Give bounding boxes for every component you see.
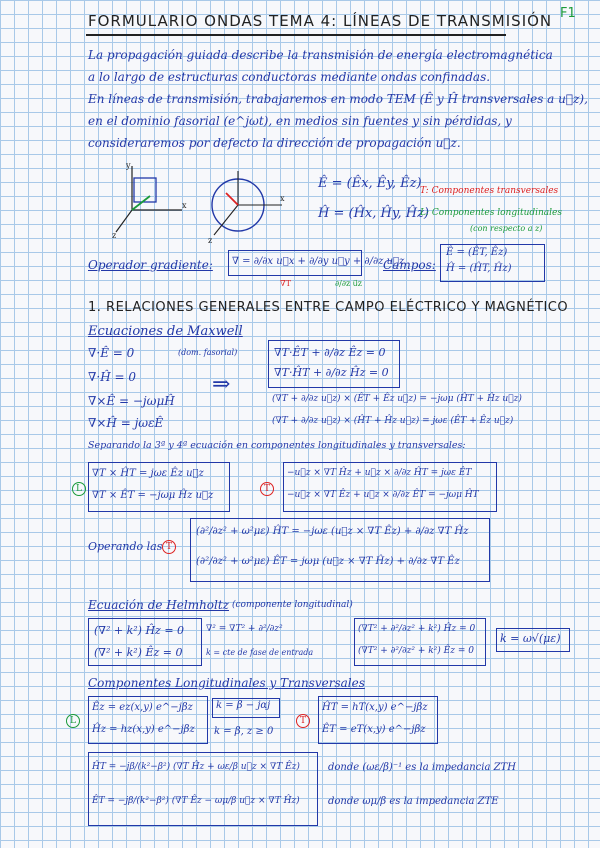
separating-text: Separando la 3ª y 4ª ecuación en componentes longitudinales y transversales: [88, 440, 466, 451]
helmholtz-eq: (∇² + k²) Ĥz = 0 [94, 624, 185, 637]
transversal-eq: −u⃗z × ∇T Ĥz + u⃗z × ∂/∂z ĤT = jωε ÊT [287, 468, 472, 478]
transverse-field-eq: ĤT = −jβ/(k²−β²) (∇T Ĥz + ωε/β u⃗z × ∇T Êz) [92, 762, 300, 772]
svg-text:y: y [126, 161, 131, 170]
svg-text:x: x [280, 194, 285, 203]
legend-transversal: T: Componentes transversales [420, 186, 559, 196]
gradient-sub-transversal: ∇T [280, 279, 291, 288]
helmholtz-subtitle: (componente longitudinal) [232, 600, 353, 610]
components-title: Componentes Longitudinales y Transversales [88, 676, 365, 690]
svg-text:z: z [112, 231, 117, 240]
label-T: T [296, 714, 310, 728]
helmholtz-title: Ecuación de Helmholtz [88, 598, 230, 612]
wavenumber-eq: k = ω√(με) [500, 632, 561, 645]
gradient-sub-longitudinal: ∂/∂z u⃗z [335, 279, 363, 288]
section-title: 1. RELACIONES GENERALES ENTRE CAMPO ELÉCTRICO Y MAGNÉTICO [88, 300, 569, 315]
transversal-eq: −u⃗z × ∇T Êz + u⃗z × ∂/∂z ÊT = −jωμ ĤT [287, 490, 479, 500]
curl-eq: (∇T + ∂/∂z u⃗z) × (ĤT + Ĥz u⃗z) = jωε (ÊT + Êz u⃗z) [272, 416, 514, 426]
campos-E: Ê = (ÊT, Êz) [446, 247, 508, 258]
transverse-field-eq: ÊT = −jβ/(k²−β²) (∇T Êz − ωμ/β u⃗z × ∇T Ĥz) [92, 796, 300, 806]
label-T: T [162, 540, 176, 554]
intro-line: en el dominio fasorial (e^jωt), en medios sin fuentes y sin pérdidas, y [88, 114, 512, 128]
page-number: F1 [560, 6, 576, 21]
cartesian-axes-diagram [112, 160, 192, 240]
intro-line: La propagación guiada describe la transmisión de energía electromagnética [88, 48, 553, 62]
field-H-definition: Ĥ = (Ĥx, Ĥy, Ĥz) [318, 206, 429, 221]
coaxial-section-diagram [200, 165, 290, 245]
helmholtz-eq: (∇² + k²) Êz = 0 [94, 646, 183, 659]
longitudinal-component: Êz = ez(x,y) e^−jβz [92, 702, 193, 713]
divergence-eq: ∇T·ÊT + ∂/∂z Êz = 0 [274, 346, 386, 359]
helmholtz-expanded-eq: (∇T² + ∂²/∂z² + k²) Ĥz = 0 [358, 624, 476, 634]
operating-label: Operando las [88, 540, 163, 553]
label-L: L [72, 482, 86, 496]
maxwell-title: Ecuaciones de Maxwell [88, 324, 243, 339]
svg-text:x: x [182, 201, 187, 210]
impedance-note: donde (ωε/β)⁻¹ es la impedancia ZTH [328, 762, 516, 773]
k-note: k = β, z ≥ 0 [214, 726, 274, 737]
divergence-eq: ∇T·ĤT + ∂/∂z Ĥz = 0 [274, 366, 389, 379]
page-title: FORMULARIO ONDAS TEMA 4: LÍNEAS DE TRANSMISIÓN [88, 12, 553, 30]
longitudinal-component: Ĥz = hz(x,y) e^−jβz [92, 724, 195, 735]
laplacian-def: ∇² = ∇T² + ∂²/∂z² [206, 624, 283, 634]
maxwell-eq: ∇×Ĥ = jωεÊ [88, 416, 164, 430]
transversal-component: ÊT = eT(x,y) e^−jβz [322, 724, 426, 735]
gradient-formula: ∇ = ∂/∂x u⃗x + ∂/∂y u⃗y + ∂/∂z u⃗z [232, 256, 405, 267]
k-definition: k = cte de fase de entrada [206, 648, 314, 657]
field-E-definition: Ê = (Êx, Êy, Êz) [318, 176, 422, 191]
intro-paragraph [88, 44, 593, 154]
implies-arrow: ⇒ [212, 372, 231, 397]
helmholtz-expanded-eq: (∇T² + ∂²/∂z² + k²) Êz = 0 [358, 646, 474, 656]
curl-eq: (∇T + ∂/∂z u⃗z) × (ÊT + Êz u⃗z) = −jωμ (ĤT + Ĥz u⃗z) [272, 394, 522, 404]
maxwell-eq: ∇·Ê = 0 [88, 346, 135, 360]
intro-line: consideraremos por defecto la dirección de propagación u⃗z. [88, 136, 461, 150]
longitudinal-eq: ∇T × ĤT = jωε Êz u⃗z [92, 468, 204, 479]
campos-label: Campos: [383, 258, 436, 272]
operating-eq: (∂²/∂z² + ω²με) ÊT = jωμ (u⃗z × ∇T Ĥz) + ∂/∂z ∇T Êz [196, 556, 460, 567]
longitudinal-eq: ∇T × ÊT = −jωμ Ĥz u⃗z [92, 490, 214, 501]
svg-text:z: z [208, 236, 213, 245]
legend-longitudinal: L: Componentes longitudinales [420, 208, 563, 218]
legend-note: (con respecto a z) [470, 224, 543, 233]
maxwell-note: (dom. fasorial) [178, 348, 238, 357]
title-underline [86, 34, 506, 36]
label-T: T [260, 482, 274, 496]
intro-line: En líneas de transmisión, trabajaremos en modo TEM (Ê y Ĥ transversales a u⃗z), [88, 92, 588, 106]
k-complex: k = β − jαj [216, 700, 271, 711]
label-L: L [66, 714, 80, 728]
campos-H: Ĥ = (ĤT, Ĥz) [446, 263, 512, 274]
intro-line: a lo largo de estructuras conductoras mediante ondas confinadas. [88, 70, 491, 84]
transversal-component: ĤT = hT(x,y) e^−jβz [322, 702, 428, 713]
impedance-note: donde ωμ/β es la impedancia ZTE [328, 796, 499, 807]
gradient-label: Operador gradiente: [88, 258, 213, 272]
maxwell-eq: ∇×Ê = −jωμĤ [88, 394, 175, 408]
operating-eq: (∂²/∂z² + ω²με) ĤT = −jωε (u⃗z × ∇T Êz) + ∂/∂z ∇T Ĥz [196, 526, 469, 537]
maxwell-eq: ∇·Ĥ = 0 [88, 370, 136, 384]
